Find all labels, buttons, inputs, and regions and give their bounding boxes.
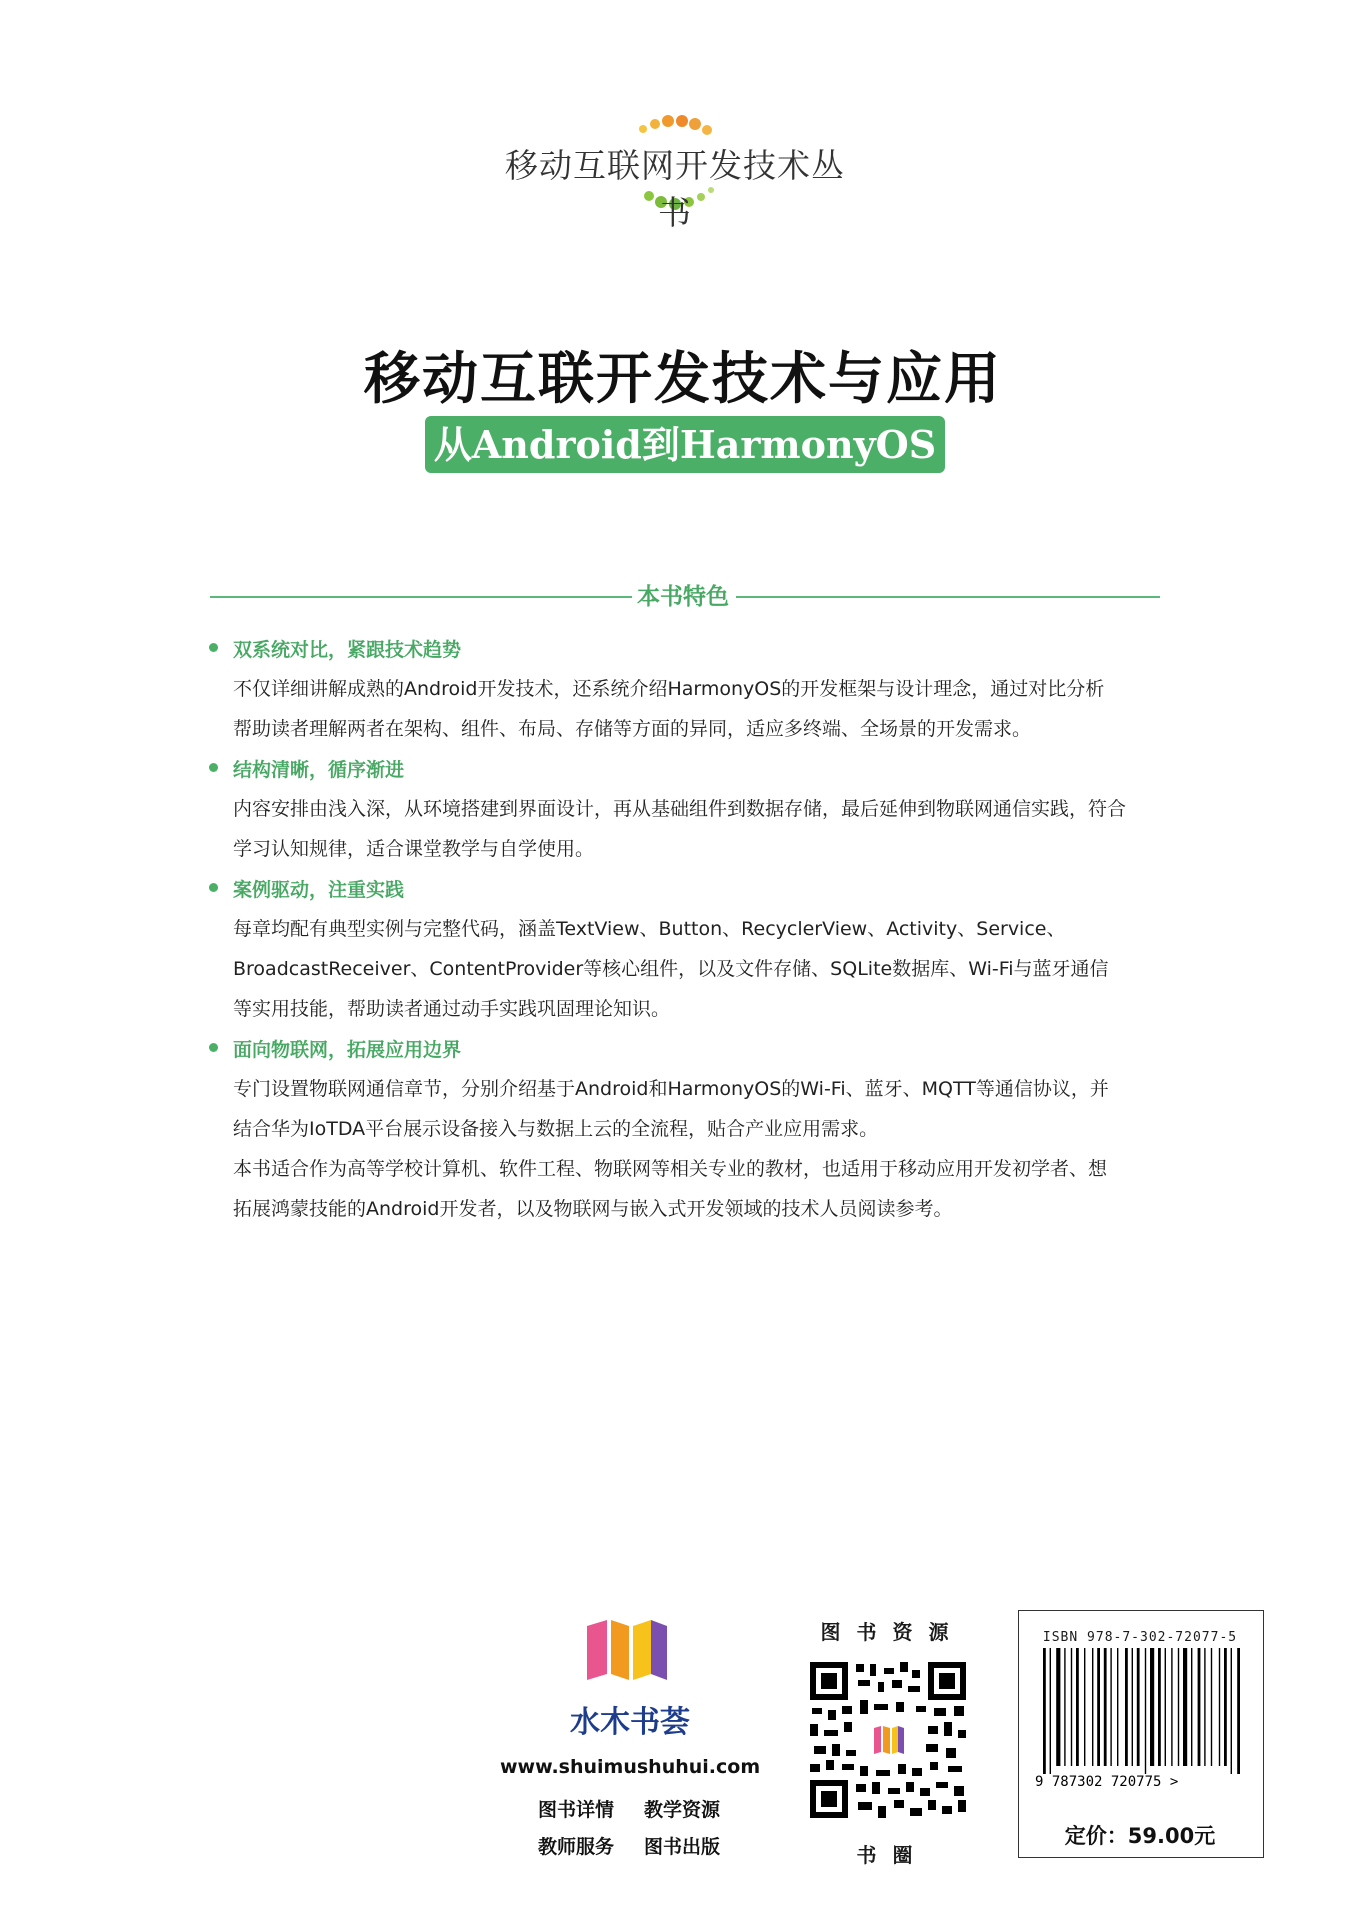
barcode-bar [1145, 1648, 1146, 1774]
feature-heading: 案例驱动，注重实践 [233, 879, 405, 901]
barcode-bar [1183, 1648, 1187, 1766]
barcode-bar [1150, 1648, 1154, 1766]
feature-heading: 结构清晰，循序渐进 [233, 759, 405, 781]
book-title: 移动互联开发技术与应用 [364, 347, 1002, 412]
qr-caption: 书圈 [856, 1843, 929, 1867]
barcode-bar [1110, 1648, 1111, 1766]
barcode-bar [1092, 1648, 1093, 1766]
barcode-bar [1076, 1648, 1079, 1766]
qr-code-icon[interactable] [808, 1660, 968, 1820]
feature-text-line: 每章均配有典型实例与完整代码，涵盖TextView、Button、RecyclerView、Activity、Service、 [233, 918, 1066, 940]
barcode-bar [1117, 1648, 1118, 1766]
feature-text-line: 本书适合作为高等学校计算机、软件工程、物联网等相关专业的教材，也适用于移动应用开发初学者、想 [233, 1158, 1108, 1180]
barcode-bar [1224, 1648, 1227, 1766]
barcode-bar [1219, 1648, 1220, 1766]
feature-text-line: 结合华为IoTDA平台展示设备接入与数据上云的全流程，贴合产业应用需求。 [233, 1118, 879, 1140]
barcode-bar [1071, 1648, 1072, 1766]
barcode-bar [1137, 1648, 1140, 1766]
feature-heading: 面向物联网，拓展应用边界 [233, 1039, 462, 1061]
feature-text-line: 学习认知规律，适合课堂教学与自学使用。 [233, 838, 595, 860]
barcode-bar [1231, 1648, 1232, 1774]
barcode-bar [1165, 1648, 1166, 1766]
barcode-bar [1097, 1648, 1100, 1766]
publisher-url[interactable]: www.shuimushuhui.com [500, 1756, 761, 1778]
link-book-details[interactable]: 图书详情 [538, 1799, 615, 1821]
link-teaching-resources[interactable]: 教学资源 [644, 1799, 721, 1821]
feature-heading: 双系统对比，紧跟技术趋势 [233, 639, 462, 661]
barcode-icon [1035, 1648, 1247, 1788]
bullet-icon [209, 883, 218, 892]
feature-text-line: 专门设置物联网通信章节，分别介绍基于Android和HarmonyOS的Wi-Fi、蓝牙、MQTT等通信协议，并 [233, 1078, 1109, 1100]
feature-text-line: BroadcastReceiver、ContentProvider等核心组件，以及文件存储、SQLite数据库、Wi-Fi与蓝牙通信 [233, 958, 1109, 980]
feature-text-line: 帮助读者理解两者在架构、组件、布局、存储等方面的异同，适应多终端、全场景的开发需求。 [233, 718, 1032, 740]
feature-text-line: 拓展鸿蒙技能的Android开发者，以及物联网与嵌入式开发领域的技术人员阅读参考。 [233, 1198, 953, 1220]
price-label: 定价：59.00元 [1064, 1824, 1216, 1848]
barcode-bar [1178, 1648, 1179, 1766]
isbn-text: ISBN 978-7-302-72077-5 [1042, 1630, 1238, 1645]
feature-text-line: 等实用技能，帮助读者通过动手实践巩固理论知识。 [233, 998, 671, 1020]
barcode-bar [1084, 1648, 1085, 1766]
barcode-bar [1204, 1648, 1205, 1766]
bullet-icon [209, 643, 218, 652]
features-heading: 本书特色 [637, 584, 729, 610]
barcode-bar [1237, 1648, 1240, 1774]
barcode-bar [1064, 1648, 1065, 1766]
link-teacher-services[interactable]: 教师服务 [538, 1836, 615, 1858]
barcode-bar [1158, 1648, 1161, 1766]
barcode-bar [1050, 1648, 1051, 1774]
barcode-bar [1171, 1648, 1172, 1766]
barcode-bar [1056, 1648, 1060, 1766]
barcode-digits: 9 787302 720775 > [1035, 1774, 1179, 1788]
book-subtitle: 从Android到HarmonyOS [433, 422, 937, 467]
publisher-logo-icon [585, 1618, 669, 1682]
barcode-bar [1125, 1648, 1128, 1766]
link-book-publishing[interactable]: 图书出版 [644, 1836, 721, 1858]
subtitle-banner [425, 416, 945, 473]
publisher-name: 水木书荟 [570, 1705, 690, 1740]
qr-title: 图书资源 [820, 1620, 965, 1644]
divider-right [736, 596, 1160, 598]
barcode-bar [1104, 1648, 1107, 1766]
barcode-bar [1132, 1648, 1133, 1766]
feature-text-line: 不仅详细讲解成熟的Android开发技术，还系统介绍HarmonyOS的开发框架与设计理念，通过对比分析 [233, 678, 1105, 700]
barcode-bar [1191, 1648, 1192, 1766]
series-title: 移动互联网开发技术丛书 [505, 146, 845, 232]
bullet-icon [209, 1043, 218, 1052]
divider-left [210, 596, 632, 598]
bullet-icon [209, 763, 218, 772]
barcode-bar [1043, 1648, 1046, 1774]
barcode-bar [1198, 1648, 1201, 1766]
feature-text-line: 内容安排由浅入深，从环境搭建到界面设计，再从基础组件到数据存储，最后延伸到物联网通信实践，符合 [233, 798, 1127, 820]
barcode-bar [1211, 1648, 1212, 1766]
